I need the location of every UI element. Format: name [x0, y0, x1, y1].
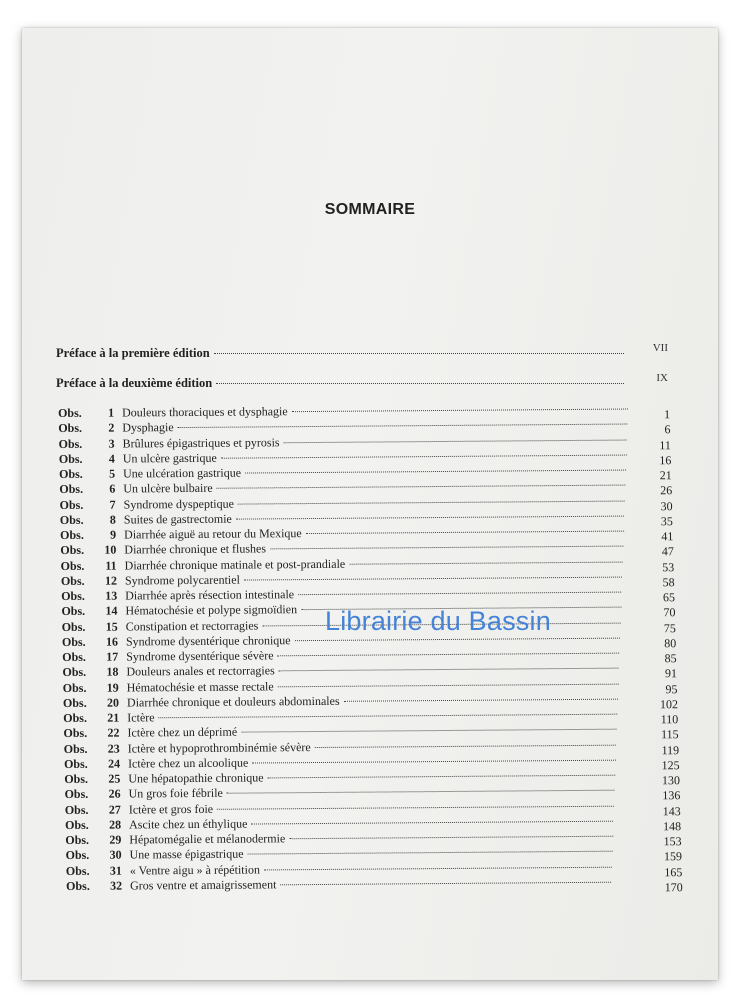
preface-first	[56, 346, 628, 361]
obs-label: Obs.	[62, 649, 86, 664]
obs-label: Obs.	[61, 634, 86, 649]
entry-title: Suites de gastrectomie	[123, 511, 232, 527]
entry-page-number: 75	[663, 620, 676, 635]
entry-page-number: 95	[665, 681, 678, 696]
entry-title: Constipation et rectorragies	[125, 617, 259, 633]
entry-page-number: 110	[660, 712, 679, 727]
dot-leader	[278, 683, 619, 687]
obs-number: 24	[107, 756, 121, 771]
obs-label: Obs.	[58, 421, 83, 436]
obs-number: 29	[109, 832, 122, 847]
obs-number: 25	[108, 771, 121, 786]
obs-number: 4	[108, 451, 115, 466]
entry-title: Syndrome polycarentiel	[124, 572, 240, 588]
entry-page-number: 21	[659, 468, 672, 483]
dot-leader	[245, 470, 626, 474]
entry-title: Ictère et hypoprothrombinémie sévère	[127, 739, 311, 755]
obs-number: 7	[109, 497, 116, 512]
obs-label: Obs.	[60, 573, 85, 588]
obs-number: 2	[108, 420, 115, 435]
obs-number: 27	[108, 802, 121, 817]
entry-title: Ictère et gros foie	[128, 801, 214, 816]
dot-leader	[278, 653, 620, 657]
entry-line	[130, 874, 615, 893]
entry-title: Une masse épigastrique	[129, 846, 244, 862]
obs-number: 26	[108, 786, 121, 801]
entry-title: Une ulcération gastrique	[123, 465, 242, 481]
preface-label: Préface à la première édition	[56, 346, 210, 360]
entry-title: Diarrhée chronique et douleurs abdominales	[126, 693, 340, 710]
obs-label: Obs.	[65, 848, 90, 863]
dot-leader	[284, 439, 627, 443]
obs-number: 32	[110, 878, 123, 893]
entry-title: Hépatomégalie et mélanodermie	[129, 831, 286, 847]
obs-label: Obs.	[59, 497, 84, 512]
obs-label: Obs.	[63, 756, 88, 771]
dot-leader	[178, 424, 628, 429]
dot-leader	[216, 383, 624, 384]
dot-leader	[227, 790, 615, 794]
preface-label: Préface à la deuxième édition	[56, 376, 213, 390]
obs-number: 20	[106, 695, 120, 710]
entry-page-number: 80	[664, 635, 677, 651]
entry-page-number: 102	[659, 696, 678, 712]
dot-leader	[280, 881, 611, 885]
obs-label: Obs.	[61, 588, 85, 603]
page-title: SOMMAIRE	[324, 201, 416, 218]
dot-leader	[279, 668, 619, 672]
dot-leader	[289, 836, 613, 840]
obs-number: 8	[109, 512, 116, 527]
preface-second	[56, 376, 628, 391]
book-page	[22, 28, 718, 980]
obs-number: 1	[107, 405, 115, 420]
entry-page-number: 6	[664, 422, 671, 437]
obs-number: 9	[110, 527, 117, 542]
entry-page-number: 35	[660, 513, 673, 529]
dot-leader	[248, 851, 613, 855]
entry-page-number: 130	[661, 773, 680, 788]
obs-label: Obs.	[59, 466, 83, 481]
obs-label: Obs.	[62, 695, 87, 710]
dot-leader	[238, 500, 625, 504]
dot-leader	[251, 820, 613, 824]
obs-number: 28	[109, 817, 122, 832]
obs-label: Obs.	[63, 710, 87, 725]
entry-title: Une hépatopathie chronique	[128, 770, 264, 786]
obs-number: 16	[105, 634, 119, 649]
entry-page-number: 30	[660, 498, 673, 513]
entry-title: Un ulcère bulbaire	[123, 481, 213, 496]
entry-page-number: 11	[659, 437, 671, 452]
entry-page-number: 16	[659, 452, 672, 468]
entry-page-number: 136	[662, 788, 681, 803]
obs-label: Obs.	[64, 802, 89, 817]
entry-title: Dysphagie	[122, 420, 174, 435]
obs-label: Obs.	[62, 680, 87, 695]
entry-page-number: 165	[664, 864, 683, 879]
obs-number: 5	[109, 466, 116, 481]
preface-page-number: IX	[656, 372, 668, 384]
dot-leader	[295, 637, 620, 641]
obs-number: 12	[104, 573, 117, 588]
obs-number: 23	[107, 741, 120, 756]
entry-title: Ictère	[127, 710, 155, 725]
entry-page-number: 170	[664, 879, 683, 895]
entry-page-number: 47	[661, 544, 674, 559]
entry-page-number: 159	[663, 849, 683, 864]
entry-title: Ascite chez un éthylique	[129, 816, 248, 832]
entry-title: Gros ventre et amaigrissement	[130, 877, 277, 893]
dot-leader	[252, 759, 615, 763]
entry-page-number: 41	[661, 529, 674, 544]
entry-title: Diarrhée aiguë au retour du Mexique	[124, 526, 302, 542]
entry-page-number: 26	[660, 483, 673, 498]
entry-title: Brûlures épigastriques et pyrosis	[122, 434, 280, 450]
entry-page-number: 91	[664, 666, 678, 681]
obs-label: Obs.	[60, 543, 85, 558]
obs-number: 22	[107, 725, 120, 740]
dot-leader	[241, 729, 617, 733]
dot-leader	[159, 714, 618, 719]
entry-page-number: 1	[664, 407, 671, 422]
dot-leader	[306, 531, 624, 534]
entry-page-number: 53	[662, 559, 675, 574]
obs-label: Obs.	[58, 436, 83, 451]
obs-label: Obs.	[60, 527, 84, 542]
entry-page-number: 58	[662, 574, 675, 590]
entry-title: Syndrome dysentérique sévère	[126, 648, 274, 664]
obs-number: 21	[107, 710, 120, 725]
entry-title: Un ulcère gastrique	[122, 450, 217, 466]
obs-label: Obs.	[63, 726, 88, 741]
entry-title: Syndrome dyspeptique	[123, 496, 234, 511]
dot-leader	[264, 866, 612, 870]
entry-title: Diarrhée chronique matinale et post-prandiale	[124, 556, 346, 572]
obs-number: 19	[106, 680, 119, 695]
dot-leader	[244, 576, 622, 580]
entry-page-number: 148	[663, 818, 682, 834]
obs-number: 3	[108, 436, 115, 451]
obs-label: Obs.	[65, 863, 90, 878]
obs-number: 11	[105, 558, 117, 573]
dot-leader	[221, 454, 627, 458]
obs-number: 15	[105, 619, 118, 634]
dot-leader	[315, 744, 616, 747]
entry-title: Diarrhée chronique et flushes	[124, 541, 267, 557]
obs-number: 18	[106, 664, 119, 679]
dot-leader	[236, 515, 624, 519]
obs-label: Obs.	[65, 832, 90, 847]
obs-label: Obs.	[65, 817, 89, 832]
obs-number: 6	[109, 481, 116, 496]
obs-label: Obs.	[59, 482, 84, 497]
obs-label: Obs.	[58, 451, 83, 466]
obs-label: Obs.	[61, 619, 86, 634]
obs-number: 31	[109, 863, 122, 878]
obs-label: Obs.	[62, 665, 87, 680]
obs-number: 17	[106, 649, 119, 664]
entry-title: Diarrhée après résection intestinale	[125, 587, 295, 603]
dot-leader	[268, 775, 616, 779]
obs-label: Obs.	[59, 512, 84, 527]
dot-leader	[298, 592, 621, 596]
obs-number: 14	[105, 603, 118, 618]
dot-leader	[344, 698, 618, 701]
entry-page-number: 153	[663, 834, 682, 849]
entry-page-number: 65	[662, 590, 676, 605]
entry-title: Ictère chez un déprimé	[127, 724, 238, 740]
entry-title: Douleurs anales et rectorragies	[126, 663, 275, 679]
entry-page-number: 85	[664, 651, 677, 666]
entry-page-number: 119	[661, 742, 680, 757]
dot-leader	[292, 409, 628, 413]
entry-page-number: 143	[662, 803, 681, 818]
dot-leader	[217, 485, 626, 489]
dot-leader	[217, 805, 614, 809]
table-of-contents	[58, 406, 688, 894]
preface-page-number: VII	[652, 342, 668, 354]
obs-number: 30	[109, 847, 122, 862]
entry-page-number: 70	[663, 605, 676, 620]
obs-label: Obs.	[66, 878, 90, 893]
obs-number: 10	[104, 542, 117, 557]
entry-title: Syndrome dysentérique chronique	[125, 632, 291, 649]
dot-leader	[214, 353, 624, 354]
obs-label: Obs.	[64, 787, 89, 802]
obs-label: Obs.	[61, 604, 86, 619]
entry-title: Hématochésie et masse rectale	[126, 678, 274, 694]
entry-page-number: 115	[661, 727, 679, 742]
entry-title: Ictère chez un alcoolique	[127, 755, 249, 771]
obs-label: Obs.	[63, 741, 88, 756]
obs-label: Obs.	[64, 771, 89, 786]
entry-title: « Ventre aigu » à répétition	[129, 861, 260, 877]
obs-number: 13	[105, 588, 118, 603]
dot-leader	[349, 561, 622, 564]
entry-title: Hématochésie et polype sigmoïdien	[125, 602, 298, 618]
entry-title: Un gros foie fébrile	[128, 786, 223, 801]
dot-leader	[270, 546, 623, 550]
watermark-text: Librairie du Bassin	[325, 606, 551, 636]
entry-title: Douleurs thoraciques et dysphagie	[121, 404, 288, 420]
obs-label: Obs.	[58, 405, 82, 420]
entry-page-number: 125	[661, 757, 680, 773]
obs-label: Obs.	[60, 558, 85, 573]
